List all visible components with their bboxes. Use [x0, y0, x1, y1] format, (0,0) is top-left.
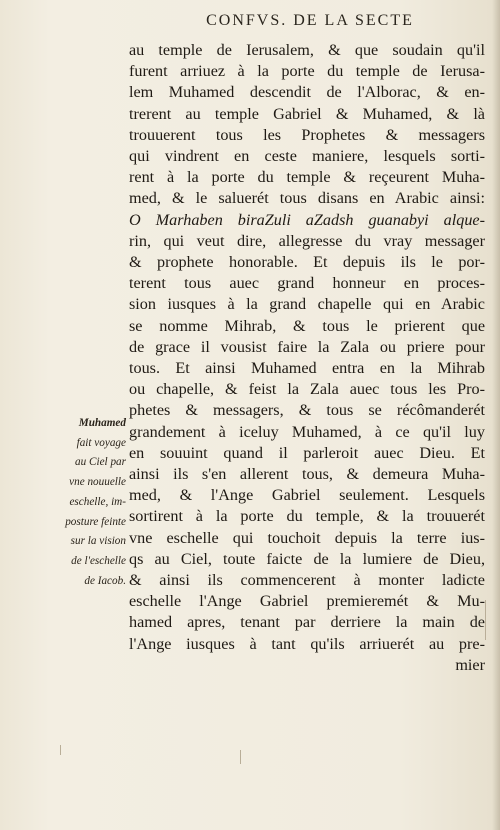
marginal-note [56, 414, 126, 591]
text-line: med, & l'Ange Gabriel seulement. Lesquels [129, 486, 485, 505]
text-line: de grace il vousist faire la Zala ou priere pour [129, 337, 485, 356]
marginal-note-line: eschelle, im- [69, 495, 126, 508]
text-line: rin, qui veut dire, allegresse du vray messager [129, 231, 485, 250]
main-text-block [129, 40, 485, 676]
marginal-note-line: de l'eschelle [71, 554, 126, 567]
paper-fibre-mark [485, 600, 486, 640]
marginal-note-line: de Iacob. [84, 574, 126, 587]
marginal-note-line: vne nouuelle [69, 476, 126, 489]
text-line: l'Ange iusques à tant qu'ils arriuerét au pre- [129, 634, 485, 653]
text-line: ou chapelle, & feist la Zala auec tous les Pro- [129, 380, 485, 399]
text-line: vne eschelle qui touchoit depuis la terre ius- [129, 528, 485, 547]
text-line: med, & le saluerét tous disans en Arabic ainsi: [129, 189, 485, 208]
catchword: mier [455, 655, 485, 674]
text-line: se nomme Mihrab, & tous le prierent que [129, 316, 485, 335]
marginal-note-line: Muhamed [78, 417, 126, 429]
text-line: trerent au temple Gabriel & Muhamed, & là [129, 104, 485, 123]
text-line: phetes & messagers, & tous se récômanderét [129, 401, 485, 420]
text-line: qs au Ciel, toute faicte de la lumiere de Dieu, [129, 549, 485, 568]
text-line: lem Muhamed descendit de l'Alborac, & en- [129, 83, 485, 102]
text-line: au temple de Ierusalem, & que soudain qu'il [129, 41, 485, 59]
text-line: eschelle l'Ange Gabriel premieremét & Mu- [129, 592, 485, 611]
marginal-note-line: posture feinte [65, 515, 126, 528]
text-line: trouuerent tous les Prophetes & messagers [129, 125, 485, 144]
text-line: sortirent à la porte du temple, & la trouuerét [129, 507, 485, 526]
text-line: grandement à iceluy Muhamed, à ce qu'il luy [129, 422, 485, 441]
text-line: O Marhaben biraZuli aZadsh guanabyi alque- [129, 210, 485, 229]
marginal-note-line: sur la vision [70, 535, 126, 548]
running-head: CONFVS. DE LA SECTE [206, 12, 414, 29]
paper-fibre-mark [240, 750, 241, 764]
text-line: qui vindrent en ceste maniere, lesquels sorti- [129, 147, 485, 166]
text-line: tous. Et ainsi Muhamed entra en la Mihrab [129, 359, 485, 378]
paper-fibre-mark [60, 745, 61, 755]
marginal-note-line: fait voyage [76, 436, 126, 449]
text-line: terent tous auec grand honneur en proces- [129, 274, 485, 293]
text-line: sion iusques à la grand chapelle qui en Arabic [129, 295, 485, 314]
text-line: ainsi ils s'en allerent tous, & demeura Muha- [129, 465, 485, 484]
marginal-note-line: au Ciel par [75, 456, 126, 469]
text-line: furent arriuez à la porte du temple de Ierusa- [129, 62, 485, 81]
text-line: en souuint quand il parleroit auec Dieu. Et [129, 443, 485, 462]
text-line: & prophete honorable. Et depuis ils le por- [129, 253, 485, 272]
text-line: hamed apres, tenant par derriere la main de [129, 613, 485, 632]
text-line: & ainsi ils commencerent à monter ladicte [129, 571, 485, 590]
text-line: rent à la porte du temple & reçeurent Muha- [129, 168, 485, 187]
